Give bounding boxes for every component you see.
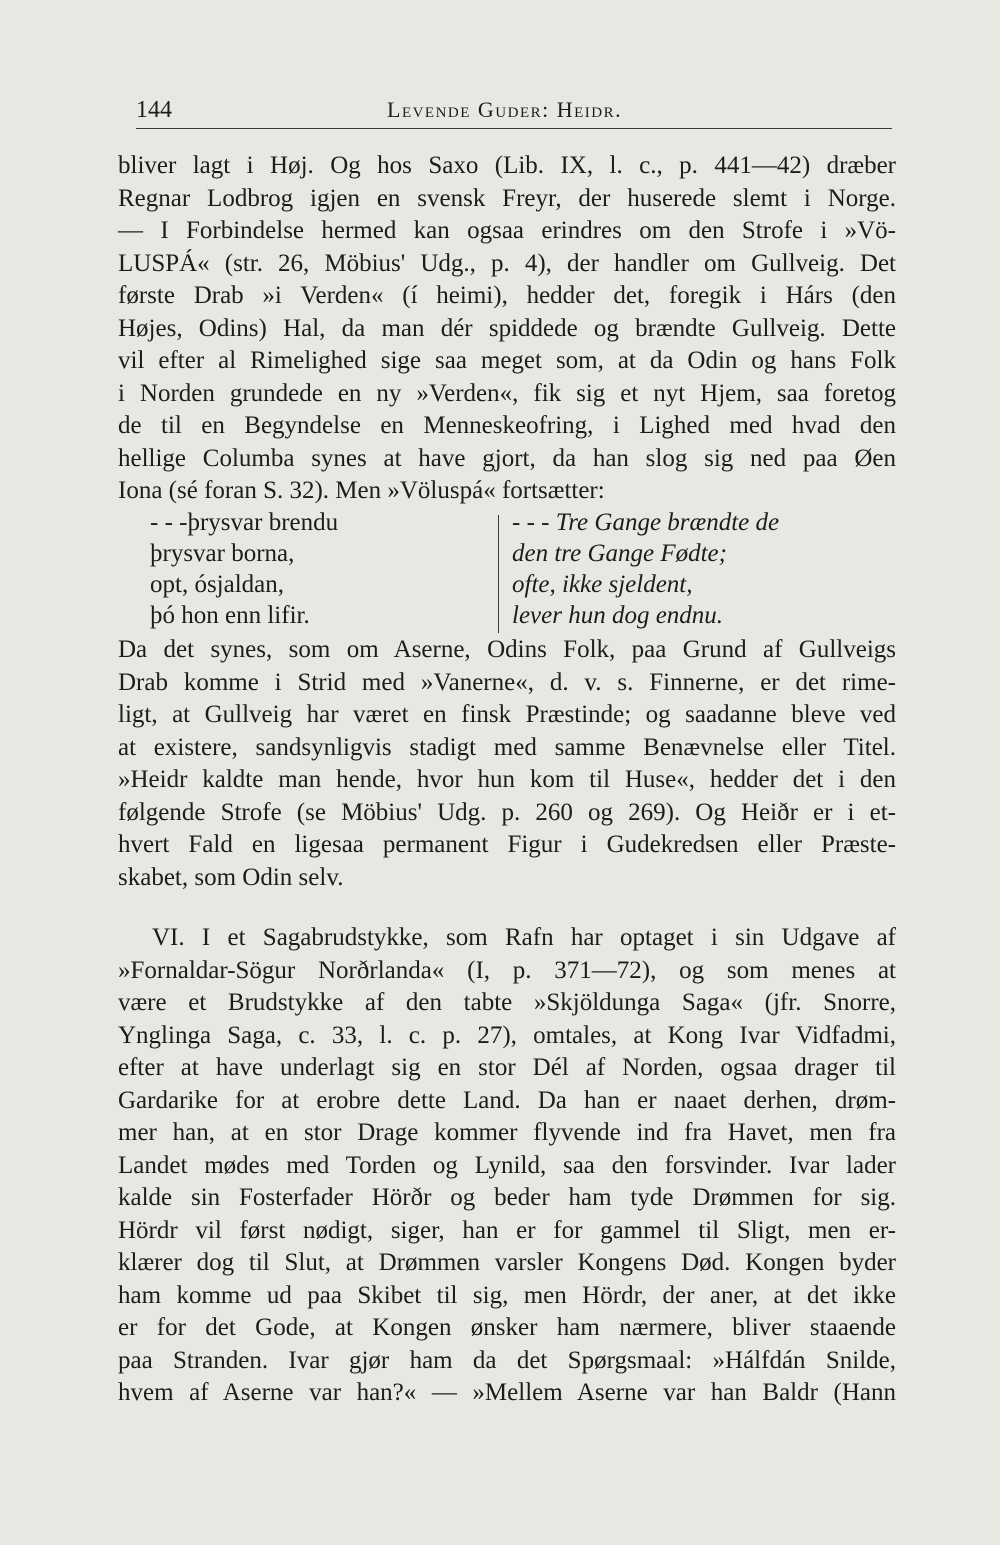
text-line: efter at have underlagt sig en stor Dél af Norden, ogsaa drager til [118,1054,896,1081]
text-line: — I Forbindelse hermed kan ogsaa erindres om den Strofe i »Vö- [118,217,896,244]
text-line: de til en Begyndelse en Menneskeofring, i Lighed med hvad den [118,412,896,439]
paragraph-2 [118,634,896,894]
text-line: være et Brudstykke af den tabte »Skjöldunga Saga« (jfr. Snorre, [118,989,896,1016]
text-line: hellige Columba synes at have gjort, da han slog sig ned paa Øen [118,444,896,472]
text-line: Højes, Odins) Hal, da man dér spiddede og brændte Gullveig. Dette [118,314,896,342]
text-line: klærer dog til Slut, at Drømmen varsler Kongens Død. Kongen byder [118,1249,896,1276]
verse-line: lever hun dog endnu. [512,602,724,629]
text-line: bliver lagt i Høj. Og hos Saxo (Lib. IX, l. c., p. 441—42) dræber [118,152,896,179]
header-rule [136,128,892,129]
text-line: »Heidr kaldte man hende, hvor hun kom til Huse«, hedder det i den [118,766,896,793]
text-line: Drab komme i Strid med »Vanerne«, d. v. s. Finnerne, er det rime- [118,668,896,696]
verse-quotation [150,507,890,632]
text-line: første Drab »i Verden« (í heimi), hedder det, foregik i Hárs (den [118,282,896,309]
text-line: skabet, som Odin selv. [118,863,344,891]
text-line: følgende Strofe (se Möbius' Udg. p. 260 og 269). Og Heiðr er i et- [118,798,896,826]
text-line: hvem af Aserne var han?« — »Mellem Aserne var han Baldr (Hann [118,1379,896,1406]
text-line: LUSPÁ« (str. 26, Möbius' Udg., p. 4), der handler om Gullveig. Det [118,249,896,277]
text-line: Iona (sé foran S. 32). Men »Völuspá« fortsætter: [118,477,605,504]
text-line: vil efter al Rimelighed sige saa meget som, at da Odin og hans Folk [118,347,896,374]
text-line: Ynglinga Saga, c. 33, l. c. p. 27), omtales, at Kong Ivar Vidfadmi, [118,1021,896,1049]
text-line: hvert Fald en ligesaa permanent Figur i Gudekredsen eller Præste- [118,831,896,858]
old-norse-verse [150,507,338,631]
text-line: »Fornaldar-Sögur Norðrlanda« (I, p. 371—72), og som menes at [118,956,896,984]
paragraph-3 [118,922,896,1410]
translated-verse [512,507,779,631]
text-line: Landet mødes med Torden og Lynild, saa den forsvinder. Ivar lader [118,1151,896,1179]
text-line: mer han, at en stor Drage kommer flyvende ind fra Havet, men fra [118,1119,896,1146]
text-line: at existere, sandsynligvis stadigt med samme Benævnelse eller Titel. [118,733,896,761]
text-line: Gardarike for at erobre dette Land. Da han er naaet derhen, drøm- [118,1086,896,1114]
text-line: Regnar Lodbrog igjen en svensk Freyr, der huserede slemt i Norge. [118,184,896,212]
text-line: ligt, at Gullveig har været en finsk Præstinde; og saadanne bleve ved [118,701,896,728]
verse-line: den tre Gange Fødte; [512,540,727,567]
verse-line: þrysvar borna, [150,540,295,567]
text-line: paa Stranden. Ivar gjør ham da det Spørgsmaal: »Hálfdán Snilde, [118,1346,896,1374]
text-line: er for det Gode, at Kongen ønsker ham nærmere, bliver staaende [118,1314,896,1341]
page-number: 144 [136,97,172,123]
text-line: ham komme ud paa Skibet til sig, men Hördr, der aner, at det ikke [118,1281,896,1309]
text-line: kalde sin Fosterfader Hörðr og beder ham tyde Drømmen for sig. [118,1184,896,1211]
text-line: i Norden grundede en ny »Verden«, fik sig et nyt Hjem, saa foretog [118,379,896,407]
page-header [136,97,892,127]
verse-line: opt, ósjaldan, [150,571,285,598]
text-line: Da det synes, som om Aserne, Odins Folk, paa Grund af Gullveigs [118,636,896,663]
verse-line: - - -þrysvar brendu [150,509,339,536]
text-line: Hördr vil først nødigt, siger, han er for gammel til Sligt, men er- [118,1216,896,1244]
running-title: Levende Guder: Heidr. [387,97,623,122]
verse-line: þó hon enn lifir. [150,602,310,629]
paragraph-1 [118,150,896,508]
verse-line: - - - Tre Gange brændte de [512,509,780,536]
verse-divider [498,515,499,633]
text-line: VI. I et Sagabrudstykke, som Rafn har optaget i sin Udgave af [152,924,896,951]
verse-line: ofte, ikke sjeldent, [512,571,693,598]
